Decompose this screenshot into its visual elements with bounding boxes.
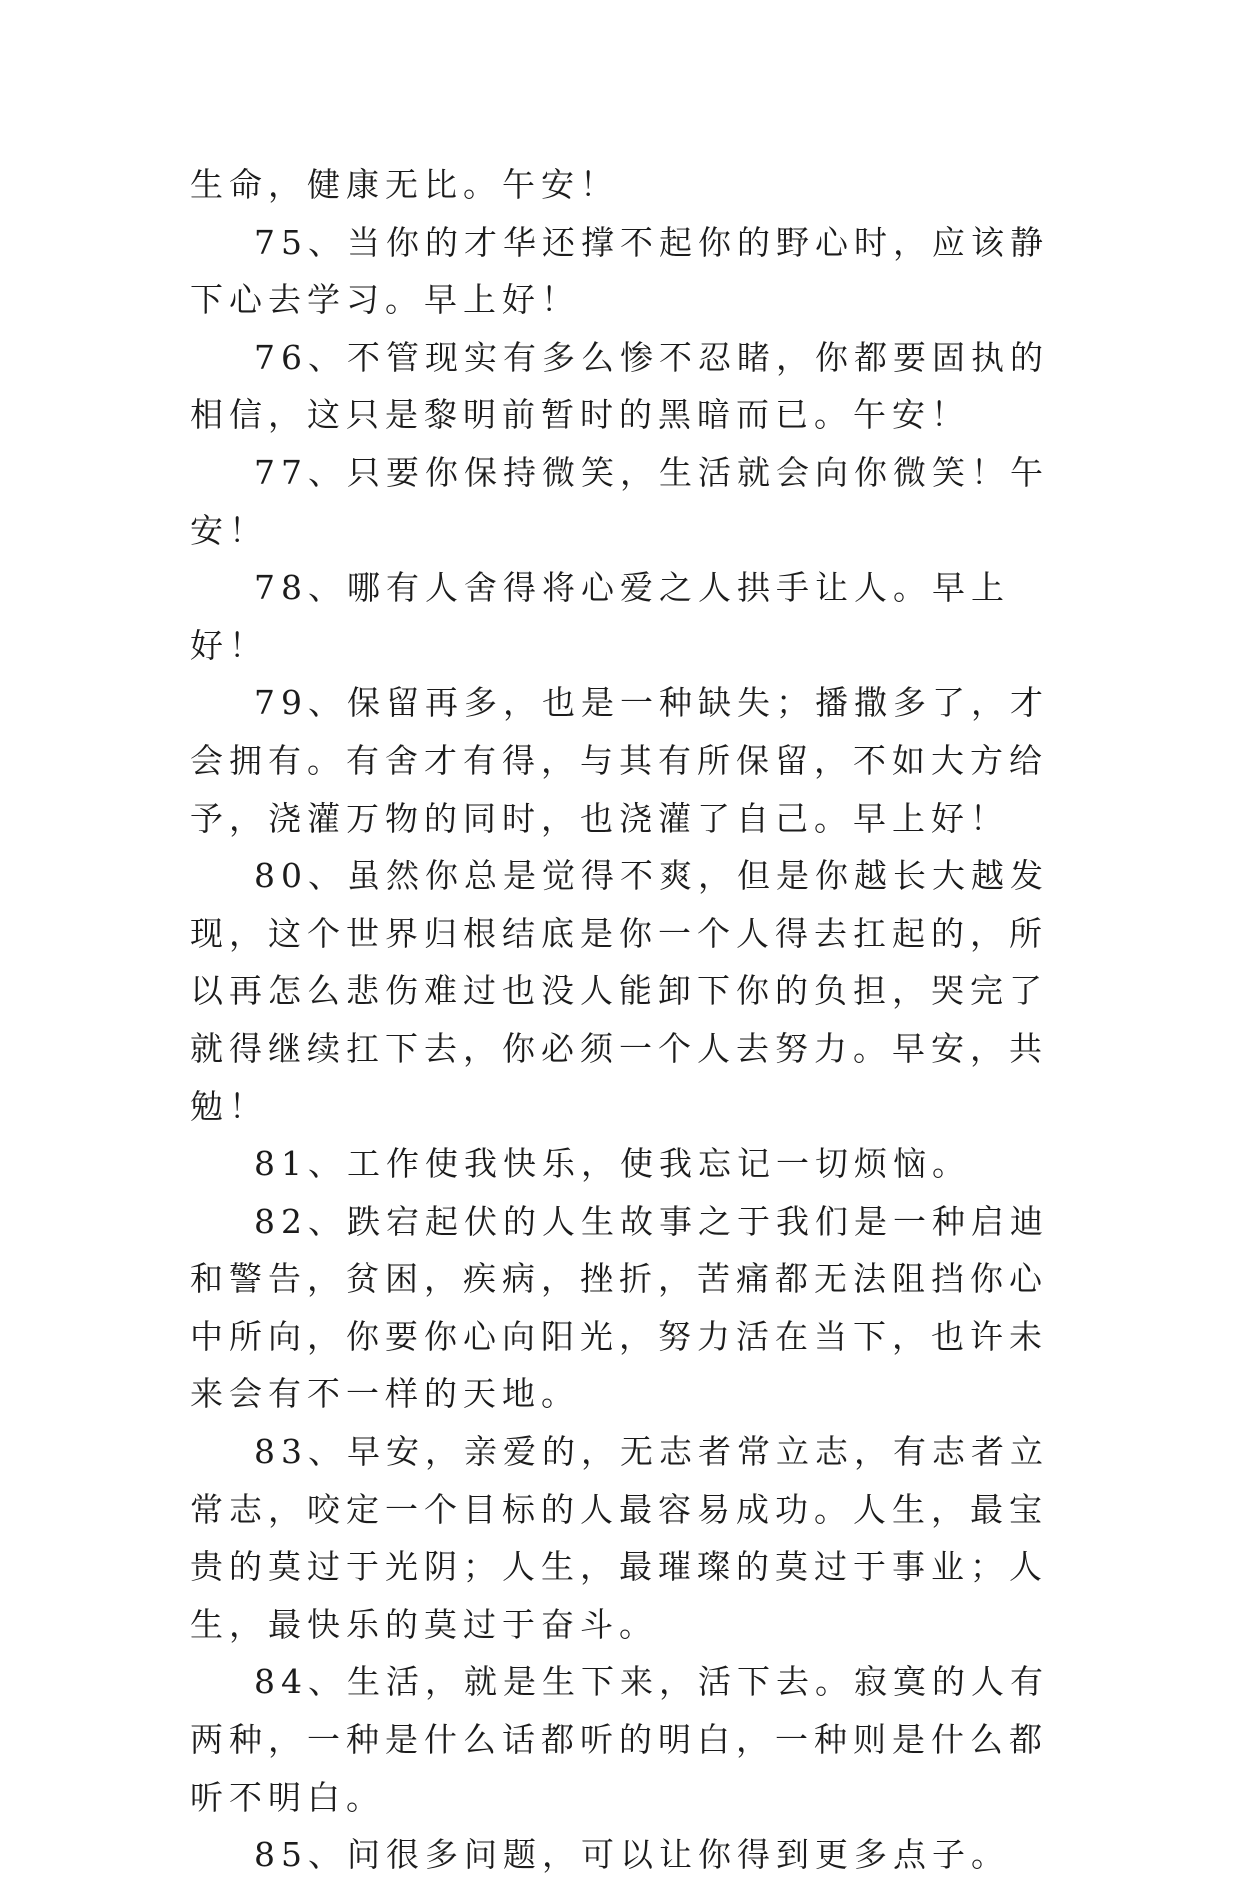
paragraph: 79、保留再多，也是一种缺失；播撒多了，才会拥有。有舍才有得，与其有所保留，不如大方给予，浇灌万物的同时，也浇灌了自己。早上好！	[190, 683, 1049, 838]
paragraph: 81、工作使我快乐，使我忘记一切烦恼。	[254, 1144, 971, 1184]
paragraph: 82、跌宕起伏的人生故事之于我们是一种启迪和警告，贫困，疾病，挫折，苦痛都无法阻挡你心中所向，你要你心向阳光，努力活在当下，也许未来会有不一样的天地。	[190, 1201, 1049, 1414]
paragraph: 85、问很多问题，可以让你得到更多点子。	[254, 1835, 1010, 1875]
paragraph: 83、早安，亲爱的，无志者常立志，有志者立常志，咬定一个目标的人最容易成功。人生，最宝贵的莫过于光阴；人生，最璀璨的莫过于事业；人生，最快乐的莫过于奋斗。	[190, 1432, 1049, 1644]
paragraph: 78、哪有人舍得将心爱之人拱手让人。早上好！	[190, 568, 1010, 665]
paragraph: 76、不管现实有多么惨不忍睹，你都要固执的相信，这只是黎明前暂时的黑暗而已。午安！	[190, 337, 1049, 435]
paragraph: 75、当你的才华还撑不起你的野心时，应该静下心去学习。早上好！	[190, 222, 1049, 320]
paragraph: 80、虽然你总是觉得不爽，但是你越长大越发现，这个世界归根结底是你一个人得去扛起的，所以再怎么悲伤难过也没人能卸下你的负担，哭完了就得继续扛下去，你必须一个人去努力。早安，共勉！	[190, 856, 1049, 1126]
document-body	[190, 156, 1070, 1884]
paragraph: 77、只要你保持微笑，生活就会向你微笑！午安！	[190, 452, 1049, 550]
paragraph: 84、生活，就是生下来，活下去。寂寞的人有两种，一种是什么话都听的明白，一种则是什么都听不明白。	[190, 1662, 1049, 1817]
paragraph: 生命，健康无比。午安！	[190, 165, 619, 204]
